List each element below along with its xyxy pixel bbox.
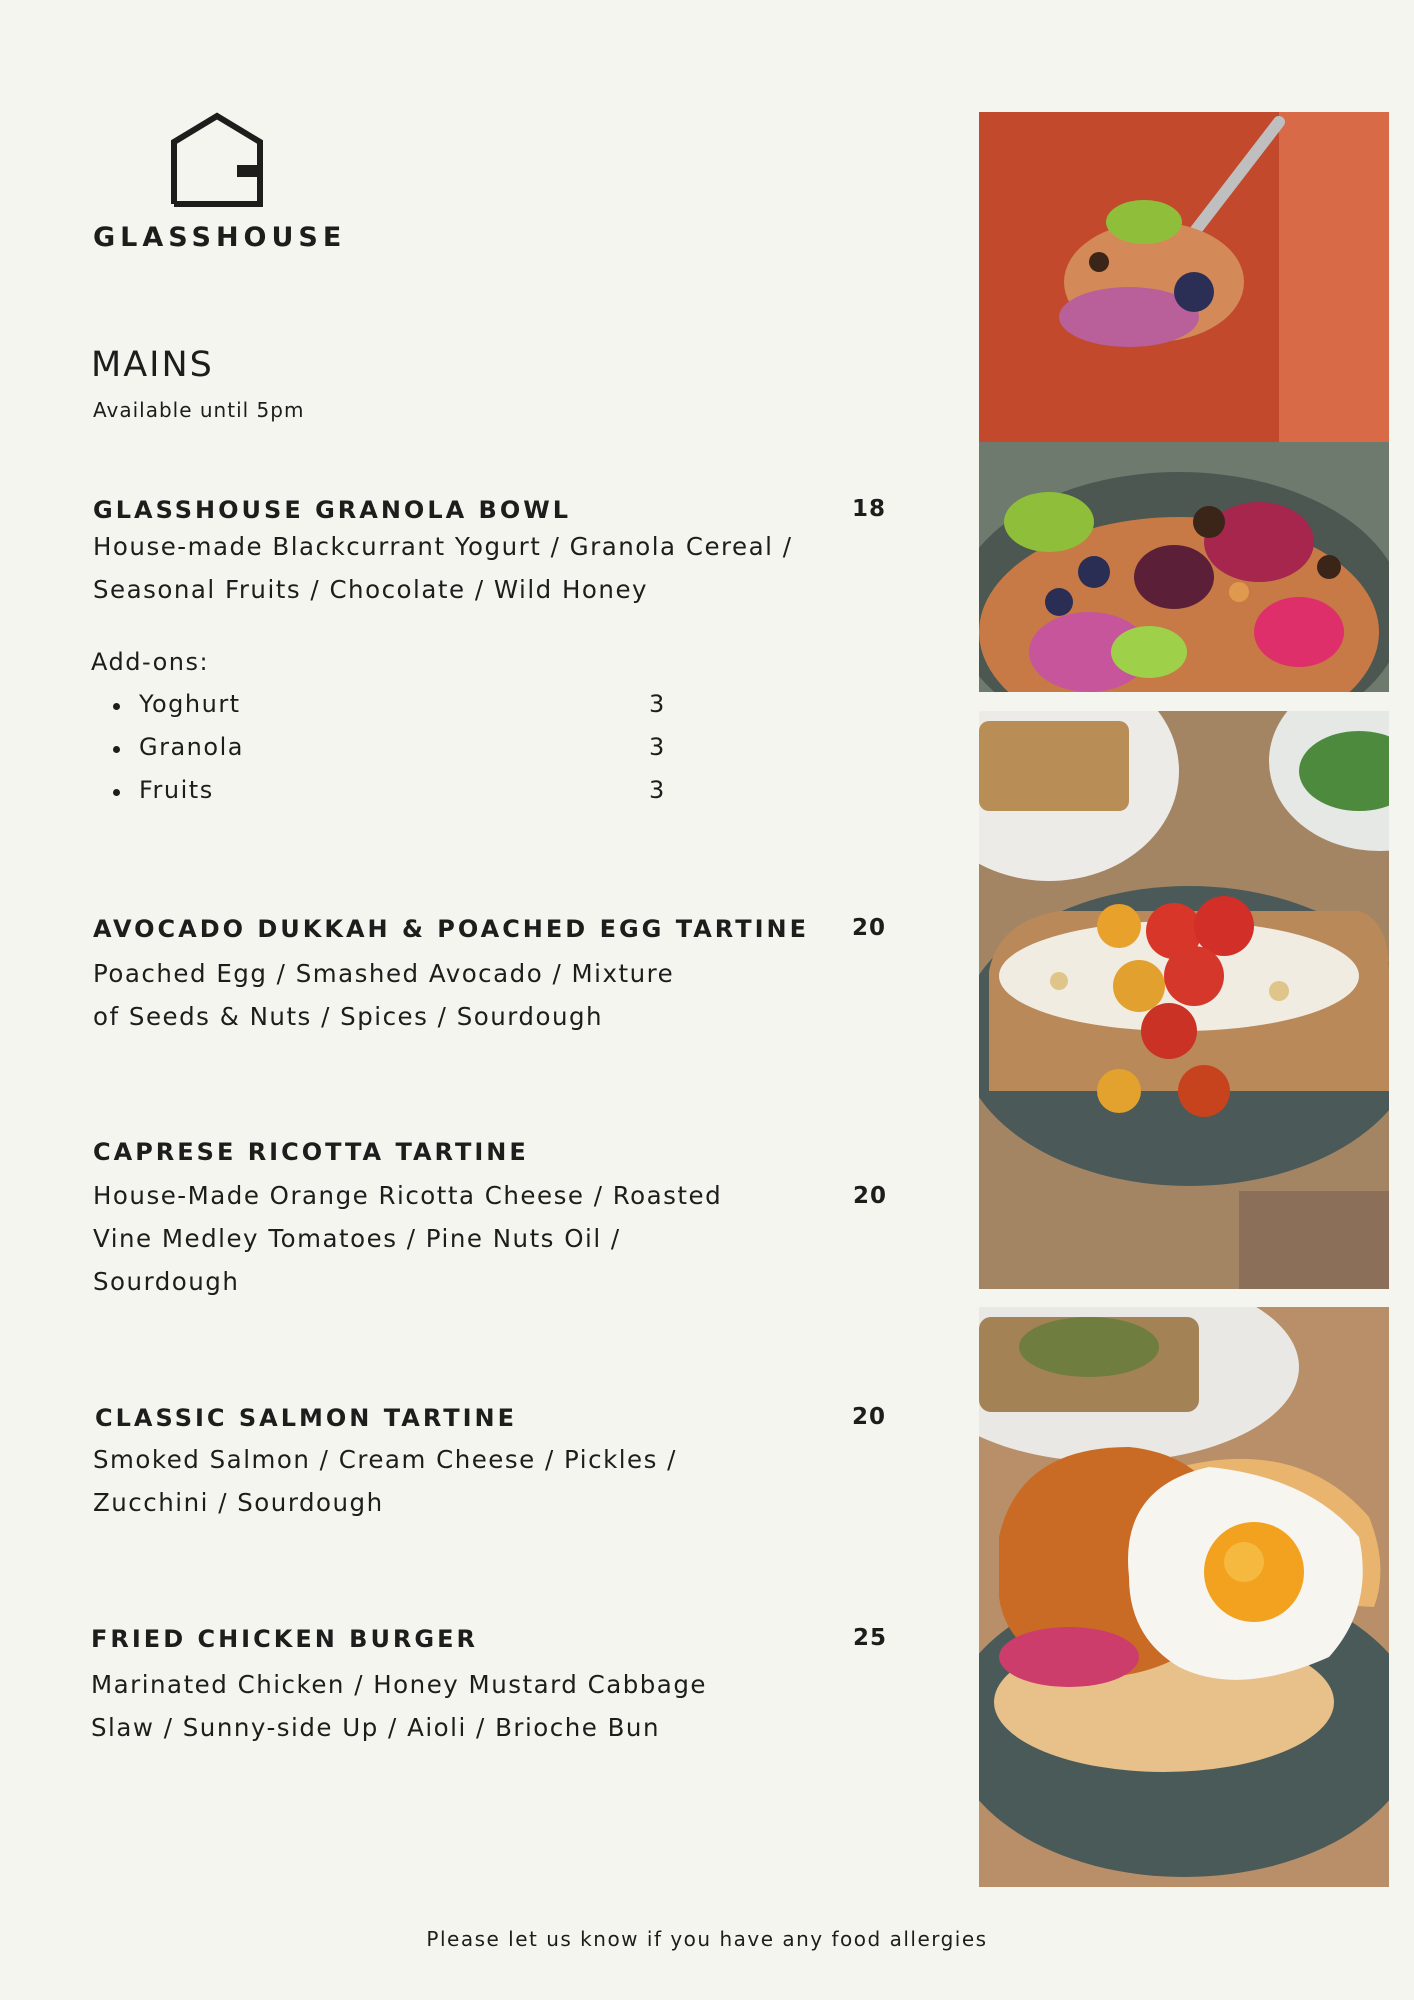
- brand-name: GLASSHOUSE: [93, 222, 347, 253]
- addon-price-fruits: 3: [649, 776, 666, 804]
- item-description-caprese-tartine: [93, 1174, 722, 1303]
- item-name-salmon-tartine: CLASSIC SALMON TARTINE: [95, 1404, 518, 1432]
- bullet-icon: [113, 703, 120, 710]
- section-subtitle: Available until 5pm: [93, 398, 305, 422]
- tomato-tartine-illustration: [979, 711, 1389, 1289]
- description-line: Marinated Chicken / Honey Mustard Cabbage: [91, 1670, 707, 1699]
- description-line: Vine Medley Tomatoes / Pine Nuts Oil /: [93, 1224, 621, 1253]
- description-line: Sourdough: [93, 1267, 240, 1296]
- granola-bowl-illustration: [979, 112, 1389, 692]
- description-line: House-Made Orange Ricotta Cheese / Roasted: [93, 1181, 723, 1210]
- bullet-icon: [113, 789, 120, 796]
- description-line: Zucchini / Sourdough: [93, 1488, 384, 1517]
- item-price-caprese-tartine: 20: [853, 1183, 888, 1209]
- item-price-avocado-tartine: 20: [852, 915, 887, 941]
- item-name-avocado-tartine: AVOCADO DUKKAH & POACHED EGG TARTINE: [93, 915, 809, 943]
- item-name-granola-bowl: GLASSHOUSE GRANOLA BOWL: [93, 496, 571, 524]
- description-line: of Seeds & Nuts / Spices / Sourdough: [93, 1002, 604, 1031]
- item-price-granola-bowl: 18: [852, 496, 887, 522]
- addon-price-yoghurt: 3: [649, 690, 666, 718]
- granola-bowl-photo: [979, 112, 1389, 692]
- item-description-avocado-tartine: [93, 952, 674, 1038]
- description-line: Slaw / Sunny-side Up / Aioli / Brioche Bun: [91, 1713, 660, 1742]
- glasshouse-logo-icon: [170, 112, 264, 208]
- item-name-caprese-tartine: CAPRESE RICOTTA TARTINE: [93, 1138, 529, 1166]
- item-price-salmon-tartine: 20: [852, 1404, 887, 1430]
- tomato-tartine-photo: [979, 711, 1389, 1289]
- item-price-chicken-burger: 25: [853, 1625, 888, 1651]
- item-description-salmon-tartine: [93, 1438, 677, 1524]
- description-line: Seasonal Fruits / Chocolate / Wild Honey: [93, 575, 649, 604]
- section-title: MAINS: [91, 345, 214, 385]
- addon-name-granola: Granola: [139, 733, 244, 761]
- description-line: Smoked Salmon / Cream Cheese / Pickles /: [93, 1445, 677, 1474]
- item-name-chicken-burger: FRIED CHICKEN BURGER: [91, 1625, 478, 1653]
- allergy-note: Please let us know if you have any food allergies: [426, 1927, 988, 1951]
- addon-name-yoghurt: Yoghurt: [139, 690, 241, 718]
- addon-name-fruits: Fruits: [139, 776, 214, 804]
- addons-label: Add-ons:: [91, 648, 210, 676]
- bullet-icon: [113, 746, 120, 753]
- chicken-burger-photo: [979, 1307, 1389, 1887]
- item-description-granola-bowl: [93, 525, 792, 611]
- description-line: Poached Egg / Smashed Avocado / Mixture: [93, 959, 675, 988]
- addon-price-granola: 3: [649, 733, 666, 761]
- chicken-burger-illustration: [979, 1307, 1389, 1887]
- description-line: House-made Blackcurrant Yogurt / Granola Cereal /: [93, 532, 793, 561]
- item-description-chicken-burger: [91, 1663, 707, 1749]
